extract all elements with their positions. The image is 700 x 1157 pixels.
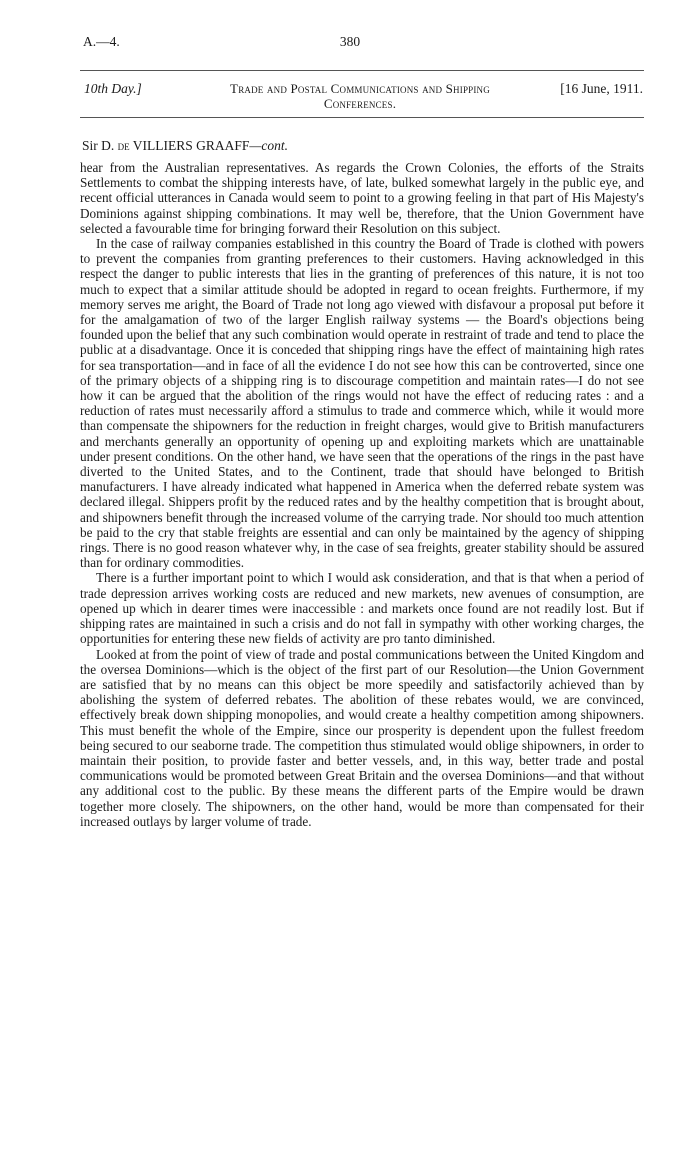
header-day-text: 10th Day.] xyxy=(84,81,142,96)
paragraph: Looked at from the point of view of trade and postal communications between the United Kingdom and the oversea Dominions—which is the object of the first part of our Resolution—the Union Government are satisfied that by no means can this object be more speedily and satisfactorily achieved than by abolishing the system of deferred rebates. The abolition of these rebates would, we are convinced, effectively break down shipping monopolies, and would create a healthy competition among shipowners. This must benefit the whole of the Empire, since our prosperity is dependent upon the fullest freedom being secured to our seaborne trade. The competition thus stimulated would oblige shipowners, in order to maintain their position, to provide faster and better vessels, and, in this way, better trade and postal communications would be promoted between Great Britain and the oversea Dominions—and that without any additional cost to the public. By these means the different parts of the Empire would be drawn together more closely. The shipowners, on the other hand, would be more than compensated for their increased outlays by larger volume of trade. xyxy=(80,646,644,829)
header-day xyxy=(84,81,142,97)
speaker-continued: —cont. xyxy=(249,138,289,153)
speaker-name-prefix: Sir D. xyxy=(82,138,115,153)
running-title: Trade and Postal Communications and Shipping Conferences. xyxy=(230,81,490,111)
speaker-name-particle: de xyxy=(117,138,130,153)
paragraph: hear from the Australian representatives. As regards the Crown Colonies, the efforts of the Straits Settlements to combat the shipping interests have, of late, bulked somewhat largely in the public eye, and recent official utterances in Canada would seem to point to a growing feeling in that part of His Majesty's Dominions against shipping combinations. It may well be, therefore, that the Union Government have selected a favourable time for bringing forward their Resolution on this subject. xyxy=(80,160,644,236)
paragraph: There is a further important point to which I would ask consideration, and that is that when a period of trade depression arrives working costs are reduced and new markets, new avenues of consumption, are opened up which in dearer times were inaccessible : and markets once found are not readily lost. But if shipping rates are maintained in such a crisis and do not fall in sympathy with other working charges, the opportunities for entering these new fields of activity are pro tanto diminished. xyxy=(80,570,644,647)
header-bottom-rule xyxy=(80,117,644,118)
header-date: [16 June, 1911. xyxy=(560,81,643,96)
paragraph: In the case of railway companies established in this country the Board of Trade is clothed with powers to prevent the companies from granting preferences to their customers. Having acknowledged in this respect the danger to public interests that lies in the granting of preferences of this nature, it is not too much to expect that a similar attitude should be adopted in regard to ocean freights. Furthermore, if my memory serves me aright, the Board of Trade not long ago viewed with disfavour a proposal put before it for the amalgamation of two of the larger English railway systems — the Board's objections being founded upon the belief that any such combination would operate in restraint of trade and tend to place the public at a disadvantage. Once it is conceded that shipping rings have the effect of maintaining high rates for sea transportation—and in face of all the evidence I do not see how this can be controverted, since one of the primary objects of a shipping ring is to discourage competition and maintain rates—I do not see how it can be argued that the abolition of the rings would not have the effect of reducing rates : and a reduction of rates must necessarily afford a stimulus to trade and commerce which, while it would more than compensate the shipowners for the reduction in freight charges, would give to British manufacturers and merchants generally an opportunity of opening up and exploiting markets which are unattainable under present conditions. On the other hand, we have seen that the operations of the rings in the past have diverted to the United States, and to the Continent, trade that should have belonged to British manufacturers. I have already indicated what happened in America when the deferred rebate system was declared illegal. Shippers profit by the reduced rates and by the healthy competition that is brought about, and shipowners benefit through the increased volume of the carrying trade. Nor should too much attention be paid to the cry that stable freights are essential and can only be maintained by the agency of shipping rings. There is no good reason whatever why, in the case of sea freights, greater stability should be assured than for ordinary commodities. xyxy=(80,236,644,571)
page-number: 380 xyxy=(339,34,361,49)
document-reference: A.—4. xyxy=(83,34,120,49)
speaker-surname: VILLIERS GRAAFF xyxy=(132,138,250,153)
speech-text xyxy=(80,160,644,829)
speaker-heading xyxy=(82,138,288,154)
header-top-rule xyxy=(80,70,644,71)
